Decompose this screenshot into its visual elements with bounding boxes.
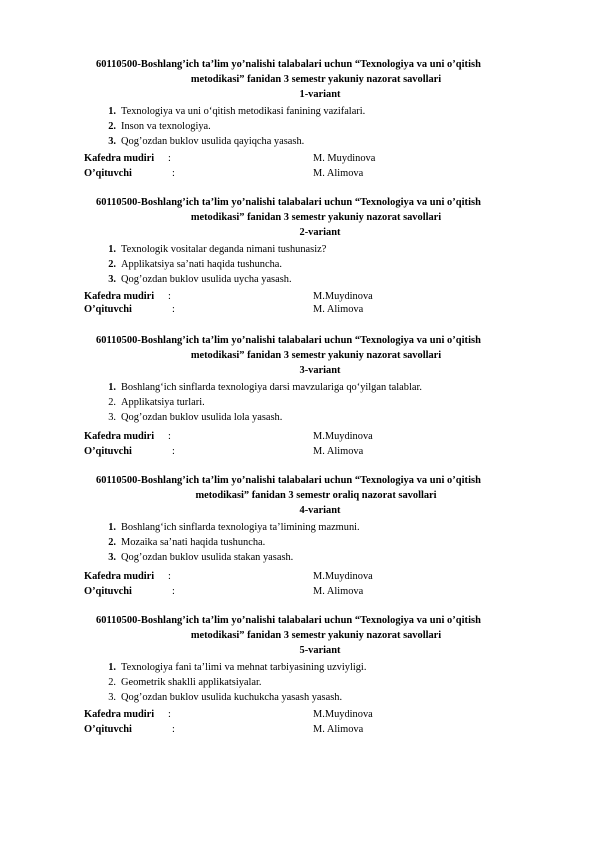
question-text: Boshlang‘ich sinflarda texnologiya darsi mavzulariga qo‘yilgan talablar.: [121, 382, 422, 393]
question-number: 1.: [108, 382, 116, 393]
signature-colon: :: [168, 291, 171, 302]
question-text: Qog’ozdan buklov usulida uycha yasash.: [121, 274, 292, 285]
question-number: 1.: [108, 244, 116, 255]
question-item: [0, 660, 596, 675]
variant-heading: [96, 333, 544, 363]
question-number: 2.: [108, 677, 116, 688]
signature-line-head: [0, 151, 596, 166]
question-text: Mozaika sa’nati haqida tushuncha.: [121, 537, 266, 548]
heading-line-1: 60110500-Boshlang’ich ta’lim yo’nalishi talabalari uchun “Texnologiya va uni o’qitish: [96, 475, 481, 486]
signature-line-head: [0, 429, 596, 444]
question-item: [0, 675, 596, 690]
signature-colon: :: [168, 709, 171, 720]
signature-role: Kafedra mudiri: [84, 153, 155, 164]
question-item: [0, 104, 596, 119]
question-list: [0, 380, 596, 425]
question-text: Inson va texnologiya.: [121, 121, 211, 132]
signature-role: O’qituvchi: [84, 304, 132, 315]
variant-heading: [96, 57, 544, 87]
signature-colon: :: [168, 153, 171, 164]
question-item: [0, 520, 596, 535]
signature-name: M. Alimova: [313, 446, 364, 457]
question-text: Boshlang‘ich sinflarda texnologiya ta’limining mazmuni.: [121, 522, 360, 533]
variant-heading: [96, 613, 544, 643]
variant-label: 5-variant: [299, 645, 341, 656]
variant-label: 4-variant: [299, 505, 341, 516]
question-number: 2.: [108, 397, 116, 408]
question-text: Applikatsiya turlari.: [121, 397, 205, 408]
signature-name: M. Alimova: [313, 168, 364, 179]
question-number: 3.: [108, 412, 116, 423]
signature-colon: :: [172, 304, 175, 315]
signature-colon: :: [172, 724, 175, 735]
heading-line-2: metodikasi” fanidan 3 semestr yakuniy nazorat savollari: [190, 630, 442, 641]
heading-line-2: metodikasi” fanidan 3 semestr yakuniy nazorat savollari: [190, 350, 442, 361]
question-text: Texnologiya fani ta’limi va mehnat tarbiyasining uzviyligi.: [121, 662, 367, 673]
question-text: Texnologiya va uni o‘qitish metodikasi fanining vazifalari.: [121, 106, 366, 117]
signature-line-teacher: [0, 722, 596, 737]
signature-name: M.Muydinova: [313, 431, 373, 442]
question-list: [0, 660, 596, 705]
heading-line-1: 60110500-Boshlang’ich ta’lim yo’nalishi talabalari uchun “Texnologiya va uni o’qitish: [96, 197, 481, 208]
variant-heading: [96, 195, 544, 225]
signature-name: M. Alimova: [313, 304, 364, 315]
question-number: 1.: [108, 662, 116, 673]
signature-role: O’qituvchi: [84, 724, 132, 735]
question-item: [0, 410, 596, 425]
heading-line-1: 60110500-Boshlang’ich ta’lim yo’nalishi talabalari uchun “Texnologiya va uni o’qitish: [96, 59, 481, 70]
question-item: [0, 380, 596, 395]
signature-role: Kafedra mudiri: [84, 431, 155, 442]
question-text: Qog’ozdan buklov usulida kuchukcha yasash yasash.: [121, 692, 343, 703]
heading-line-2: metodikasi” fanidan 3 semestr yakuniy nazorat savollari: [190, 74, 442, 85]
question-list: [0, 520, 596, 565]
question-text: Qog’ozdan buklov usulida stakan yasash.: [121, 552, 294, 563]
signature-line-teacher: [0, 302, 596, 317]
question-number: 1.: [108, 522, 116, 533]
signature-colon: :: [172, 446, 175, 457]
question-item: [0, 134, 596, 149]
question-text: Texnologik vositalar deganda nimani tushunasiz?: [121, 244, 327, 255]
variant-label: 3-variant: [299, 365, 341, 376]
question-number: 2.: [108, 259, 116, 270]
question-item: [0, 690, 596, 705]
question-item: [0, 257, 596, 272]
signature-colon: :: [172, 168, 175, 179]
question-list: [0, 242, 596, 287]
signature-name: M.Muydinova: [313, 709, 373, 720]
question-number: 3.: [108, 136, 116, 147]
signature-role: Kafedra mudiri: [84, 571, 155, 582]
signature-role: O’qituvchi: [84, 168, 132, 179]
question-text: Qog’ozdan buklov usulida qayiqcha yasash.: [121, 136, 305, 147]
signature-line-head: [0, 707, 596, 722]
signature-line-head: [0, 569, 596, 584]
signature-name: M. Alimova: [313, 586, 364, 597]
question-item: [0, 242, 596, 257]
variant-heading: [96, 473, 544, 503]
heading-line-1: 60110500-Boshlang’ich ta’lim yo’nalishi talabalari uchun “Texnologiya va uni o’qitish: [96, 335, 481, 346]
signature-line-teacher: [0, 444, 596, 459]
signature-line-teacher: [0, 584, 596, 599]
signature-name: M. Muydinova: [313, 153, 376, 164]
signature-role: Kafedra mudiri: [84, 291, 155, 302]
variant-label: 2-variant: [299, 227, 341, 238]
heading-line-2: metodikasi” fanidan 3 semestr oraliq nazorat savollari: [195, 490, 437, 501]
question-number: 3.: [108, 692, 116, 703]
question-text: Geometrik shaklli applikatsiyalar.: [121, 677, 262, 688]
heading-line-1: 60110500-Boshlang’ich ta’lim yo’nalishi talabalari uchun “Texnologiya va uni o’qitish: [96, 615, 481, 626]
signature-name: M.Muydinova: [313, 291, 373, 302]
question-number: 2.: [108, 121, 116, 132]
question-number: 3.: [108, 274, 116, 285]
question-text: Qog’ozdan buklov usulida lola yasash.: [121, 412, 283, 423]
signature-name: M.Muydinova: [313, 571, 373, 582]
question-item: [0, 119, 596, 134]
variant-label: 1-variant: [299, 89, 341, 100]
question-item: [0, 550, 596, 565]
signature-colon: :: [168, 571, 171, 582]
question-item: [0, 272, 596, 287]
question-number: 2.: [108, 537, 116, 548]
signature-name: M. Alimova: [313, 724, 364, 735]
signature-line-teacher: [0, 166, 596, 181]
question-item: [0, 535, 596, 550]
signature-colon: :: [168, 431, 171, 442]
heading-line-2: metodikasi” fanidan 3 semestr yakuniy nazorat savollari: [190, 212, 442, 223]
signature-role: O’qituvchi: [84, 446, 132, 457]
question-number: 3.: [108, 552, 116, 563]
signature-colon: :: [172, 586, 175, 597]
question-text: Applikatsiya sa’nati haqida tushuncha.: [121, 259, 283, 270]
question-item: [0, 395, 596, 410]
question-number: 1.: [108, 106, 116, 117]
signature-role: O’qituvchi: [84, 586, 132, 597]
question-list: [0, 104, 596, 149]
signature-role: Kafedra mudiri: [84, 709, 155, 720]
